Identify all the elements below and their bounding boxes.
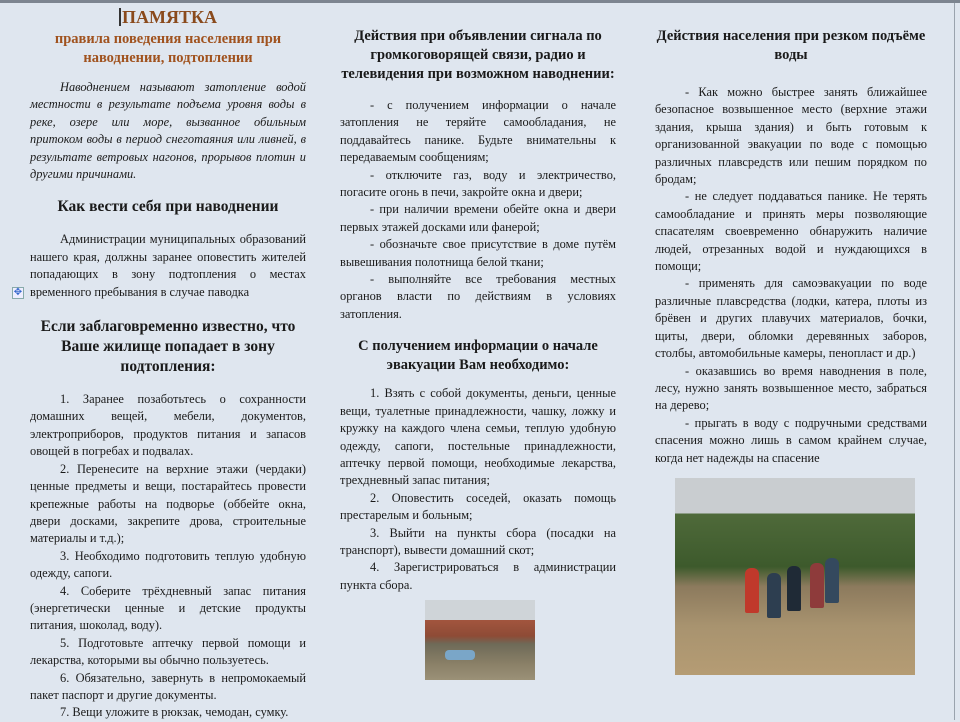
title-text: ПАМЯТКА	[121, 7, 218, 27]
submerged-car	[445, 650, 475, 660]
list-item: 5. Подготовьте аптечку первой помощи и лекарства, которыми вы обычно пользуетесь.	[30, 635, 306, 668]
list-item: - с получением информации о начале затопления не теряйте самообладания, не поддавайтесь панике. Будьте внимательны к передаваемым сообщениям;	[340, 98, 616, 165]
list-item: - не следует поддаваться панике. Не терять самообладание и принять меры позволяющие спасателям своевременно обнаружить наличие людей, отрезанных водой и нуждающихся в помощи;	[655, 189, 927, 274]
page-subtitle: правила поведения населения при наводнении, подтоплении	[54, 31, 282, 66]
page-edge	[954, 3, 955, 720]
list-item: 2. Перенесите на верхние этажи (чердаки) ценные предметы и вещи, постарайтесь провести крепежные работы на подворье (оббейте окна, двери досками, закрепите дрова, строительные материалы и т.д.);	[30, 461, 306, 546]
list-item: - отключите газ, воду и электричество, погасите огонь в печи, закройте окна и двери;	[340, 167, 616, 200]
column-left	[13, 0, 306, 722]
move-handle-icon[interactable]: ✥	[13, 287, 23, 299]
heading-how-to-behave: Как вести себя при наводнении	[57, 198, 279, 216]
list-item: - Как можно быстрее занять ближайшее безопасное возвышенное место (верхние этажи здания, крыша здания) и быть готовым к организованной эвакуации по воде с помощью различных плавсредств или пешим порядком по бродам;	[655, 85, 927, 187]
list-item: 3. Выйти на пункты сбора (посадки на транспорт), вывести домашний скот;	[340, 525, 616, 557]
list-item: - применять для самоэвакуации по воде различные плавсредства (лодки, катера, плоты из брёвен и других плавучих материалов, бочки, щиты, двери, обломки деревянных заборов, столбы, автомобильные камеры, пенопласт и др.)	[655, 276, 927, 361]
person	[825, 558, 839, 603]
flooded-house-photo	[425, 600, 535, 680]
list-item: 4. Соберите трёхдневный запас питания (энергетически ценные и детские продукты питания, шоколад, воду).	[30, 583, 306, 633]
page-title	[30, 6, 306, 28]
list-item: - при наличии времени обейте окна и двери первых этажей досками или фанерой;	[340, 202, 616, 234]
person	[810, 563, 824, 608]
list-item: - выполняйте все требования местных органов власти по действиям в условиях затопления.	[340, 272, 616, 321]
list-item: 2. Оповестить соседей, оказать помощь престарелым и больным;	[340, 490, 616, 523]
list-item: - прыгать в воду с подручными средствами спасения можно лишь в самом крайнем случае, когда нет надежды на спасение	[655, 415, 927, 465]
intro-paragraph: Наводнением называют затопление водой местности в результате подъема уровня воды в реке, озере или море, вызванное обильным притоком воды в период снеготаяния или ливней, в результате ветровых нагонов, прорывов плотин и другими причинами.	[30, 80, 306, 182]
list-item: 1. Заранее позаботьтесь о сохранности домашних вещей, мебели, документов, электроприборов, продуктов питания и запасов овощей в погребах и подвалах.	[30, 392, 306, 459]
list-item: - обозначьте свое присутствие в доме путём вывешивания полотнища белой ткани;	[340, 237, 616, 269]
column-middle	[340, 0, 616, 594]
text-cursor	[119, 8, 121, 26]
list-item: 6. Обязательно, завернуть в непромокаемый пакет паспорт и другие документы.	[30, 670, 306, 702]
heading-evacuation: С получением информации о начале эвакуации Вам необходимо:	[358, 338, 598, 374]
admin-paragraph: Администрации муниципальных образований нашего края, должны заранее оповестить жителей попадающих в зону подтопления о местах временного пребывания в случае паводка	[30, 232, 306, 299]
person	[745, 568, 759, 613]
heading-rapid-rise: Действия населения при резком подъёме воды	[656, 28, 926, 63]
list-item: 4. Зарегистрироваться в администрации пункта сбора.	[340, 560, 616, 592]
flooded-street-photo	[675, 478, 915, 675]
heading-signal-actions: Действия при объявлении сигнала по громкоговорящей связи, радио и телевидения при возможном наводнении:	[341, 28, 615, 82]
list-item: 7. Вещи уложите в рюкзак, чемодан, сумку.	[60, 705, 289, 720]
person	[767, 573, 781, 618]
person	[787, 566, 801, 611]
list-item: - оказавшись во время наводнения в поле, лесу, нужно занять возвышенное место, забраться на дерево;	[655, 363, 927, 413]
heading-advance-known: Если заблаговременно известно, что Ваше жилище попадает в зону подтопления:	[40, 318, 296, 376]
list-item: 1. Взять с собой документы, деньги, ценные вещи, туалетные принадлежности, чашку, ложку и кружку на каждого члена семьи, теплую удобную одежду, сапоги, постельные принадлежности, аптечку первой помощи, необходимые лекарства, трехдневный запас питания;	[340, 386, 616, 488]
list-item: 3. Необходимо подготовить теплую удобную одежду, сапоги.	[30, 548, 306, 581]
column-right	[655, 0, 927, 467]
